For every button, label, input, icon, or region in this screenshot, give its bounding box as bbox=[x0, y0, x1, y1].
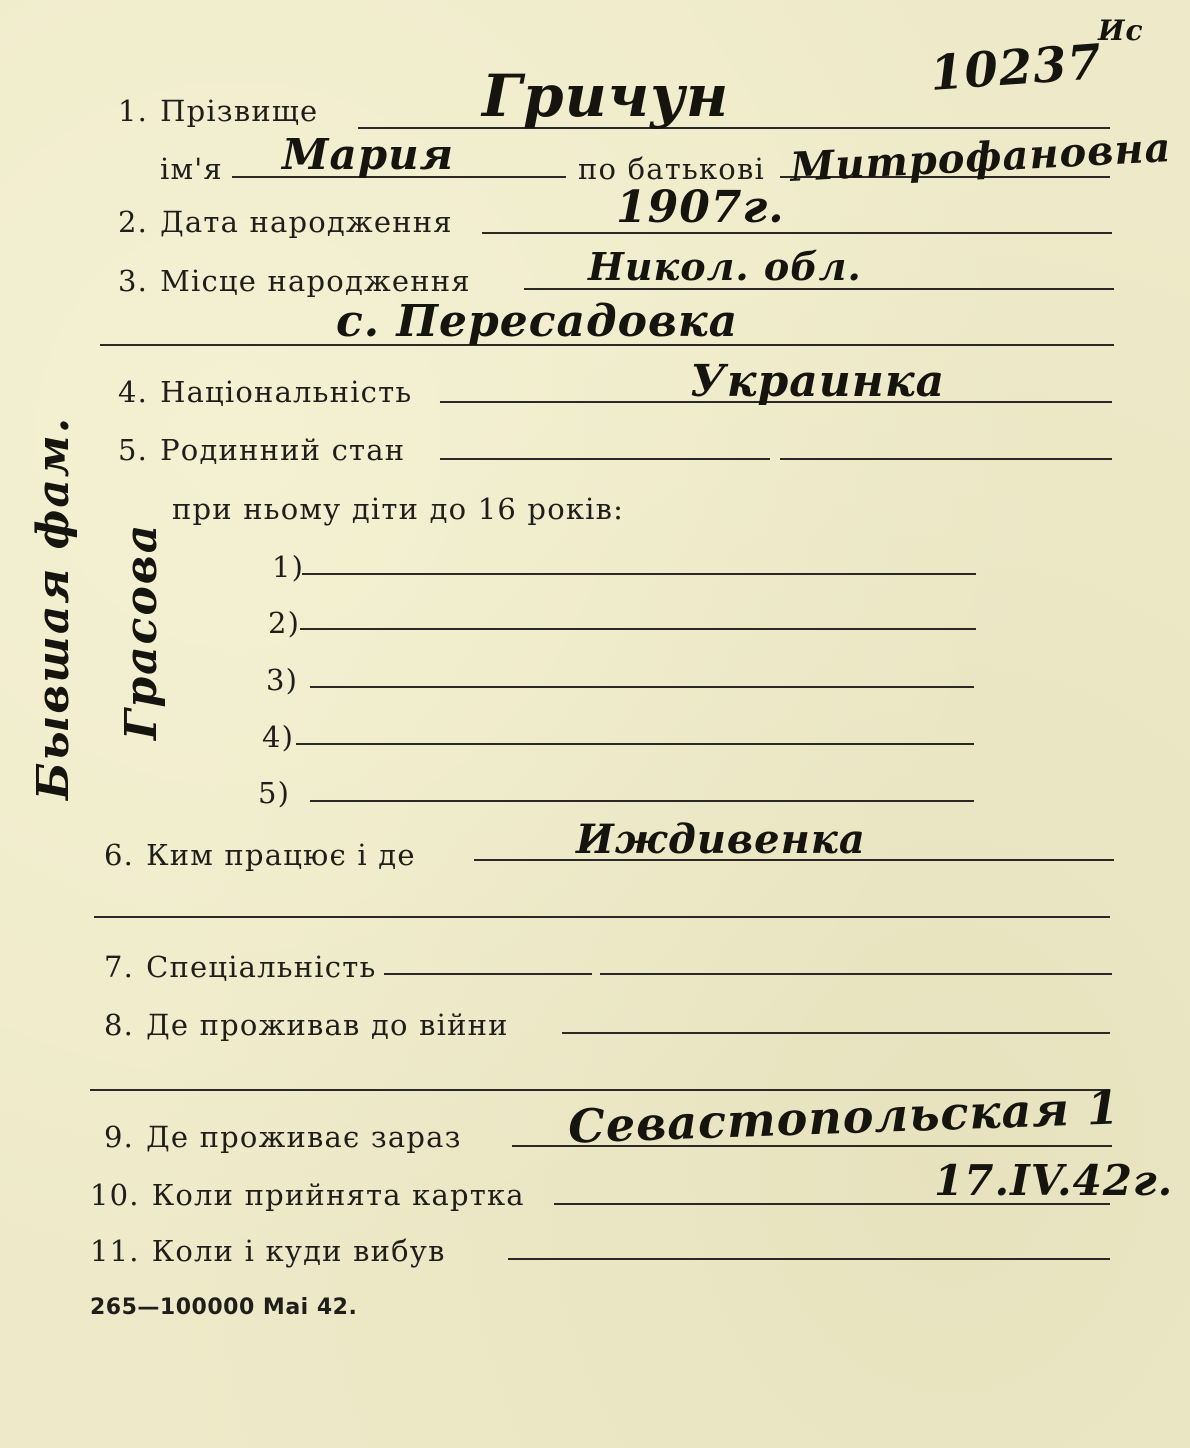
record-suffix-handwritten: Ис bbox=[1098, 14, 1144, 47]
child-1-label: 1) bbox=[272, 550, 305, 584]
field-patronymic-label: по батькові bbox=[578, 152, 765, 186]
child-3-line bbox=[310, 686, 974, 688]
child-4-line bbox=[296, 743, 974, 745]
birth-date-line bbox=[482, 232, 1112, 234]
first-name-handwritten: Мария bbox=[282, 130, 455, 179]
print-code: 265—100000 Mai 42. bbox=[90, 1295, 358, 1320]
margin-note-maiden-name: Грасова bbox=[116, 522, 167, 740]
marital-status-line-1 bbox=[440, 458, 770, 460]
specialty-line-2 bbox=[600, 973, 1112, 975]
birth-date-handwritten: 1907г. bbox=[616, 182, 785, 233]
field-marital-status-label: 5. Родинний стан bbox=[118, 433, 406, 467]
child-2-label: 2) bbox=[268, 606, 301, 640]
child-3-label: 3) bbox=[266, 663, 299, 697]
work-handwritten: Иждивенка bbox=[576, 816, 866, 863]
prewar-residence-line bbox=[562, 1032, 1110, 1034]
surname-handwritten: Гричун bbox=[482, 62, 730, 130]
field-specialty-label: 7. Спеціальність bbox=[104, 950, 377, 984]
patronymic-handwritten: Митрофановна bbox=[789, 124, 1173, 191]
field-first-name-label: ім'я bbox=[160, 152, 223, 186]
birth-place-handwritten-1: Никол. обл. bbox=[588, 244, 862, 289]
field-nationality-label: 4. Національність bbox=[118, 375, 413, 409]
specialty-line-1 bbox=[384, 973, 592, 975]
child-4-label: 4) bbox=[262, 720, 295, 754]
field-departure-label: 11. Коли і куди вибув bbox=[90, 1234, 446, 1268]
birth-place-handwritten-2: с. Пересадовка bbox=[336, 296, 739, 347]
field-work-label: 6. Ким працює і де bbox=[104, 838, 416, 872]
work-line-2 bbox=[94, 916, 1110, 918]
margin-note-former-surname: Бывшая фам. bbox=[28, 415, 79, 800]
current-residence-handwritten: Севастопольская 1 bbox=[567, 1080, 1121, 1154]
surname-line bbox=[358, 127, 1110, 129]
child-5-label: 5) bbox=[258, 776, 291, 810]
field-surname-label: 1. Прізвище bbox=[118, 94, 319, 128]
child-5-line bbox=[310, 800, 974, 802]
marital-status-line-2 bbox=[780, 458, 1112, 460]
field-current-residence-label: 9. Де проживає зараз bbox=[104, 1120, 462, 1154]
child-2-line bbox=[300, 628, 976, 630]
field-prewar-residence-label: 8. Де проживав до війни bbox=[104, 1008, 509, 1042]
card-accepted-handwritten: 17.IV.42г. bbox=[934, 1156, 1174, 1205]
child-1-line bbox=[302, 573, 976, 575]
nationality-handwritten: Украинка bbox=[690, 356, 946, 407]
field-children-label: при ньому діти до 16 років: bbox=[172, 492, 625, 526]
record-number-handwritten: 10237 bbox=[928, 34, 1104, 102]
field-birth-date-label: 2. Дата народження bbox=[118, 205, 453, 239]
departure-line bbox=[508, 1258, 1110, 1260]
field-card-accepted-label: 10. Коли прийнята картка bbox=[90, 1178, 525, 1212]
field-birth-place-label: 3. Місце народження bbox=[118, 264, 471, 298]
